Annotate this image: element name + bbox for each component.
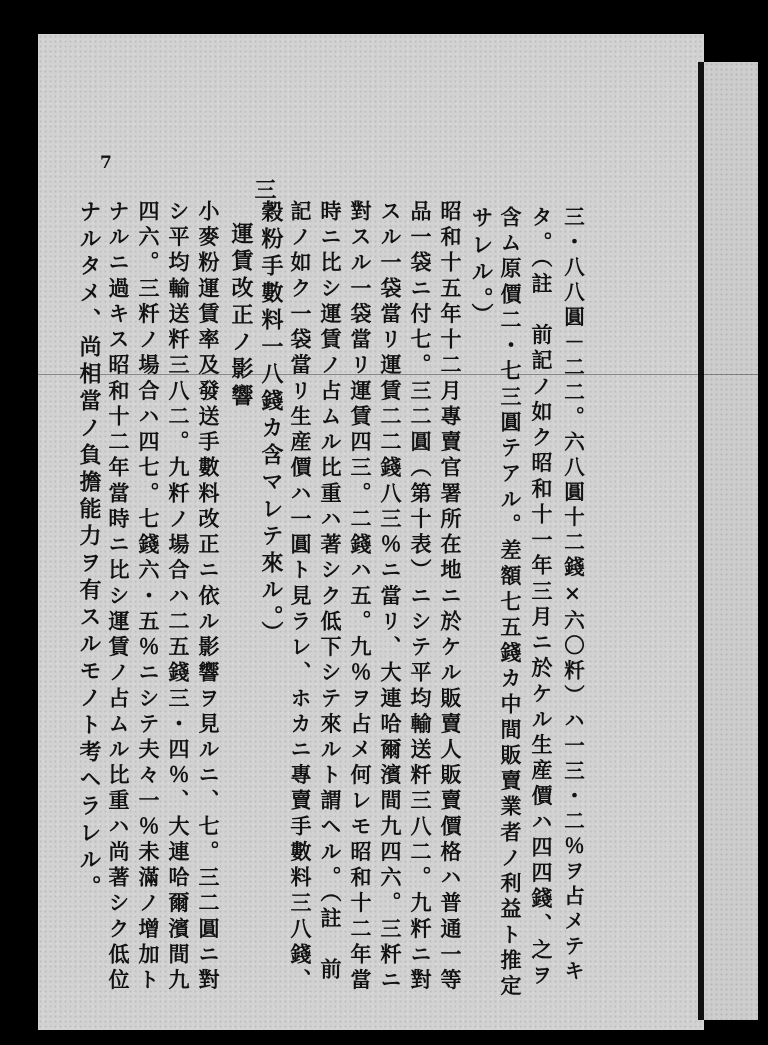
text-column-7: スル一袋當リ運賃二二錢八三％ニ當リ、大連哈爾濱間九四六。三粁ニ (378, 200, 403, 995)
section-heading: 運賃改正ノ影響 (228, 222, 254, 411)
text-column-2: タ。（註 前記ノ如ク昭和十一年三月ニ於ケル生産價ハ四四錢、之ヲ (529, 206, 554, 990)
text-column-11: 穀粉手數料一八錢カ含マレテ來ル。） (258, 200, 284, 648)
text-column-6: 品一袋ニ付七。三二圓（第十表）ニシテ平均輸送粁三八二。九粁ニ對 (408, 200, 433, 995)
text-column-4: サレル。） (468, 206, 494, 330)
text-column-1: 三・八八圓－二二。六八圓十二錢×六〇粁）ハ一三・二％ヲ占メテキ (560, 206, 585, 985)
section-marker: 三 (251, 178, 277, 205)
text-column-13: 小麥粉運賃率及發送手數料改正ニ依ル影響ヲ見ルニ、七。三二圓ニ對 (196, 200, 221, 995)
text-column-9: 時ニ比シ運賃ノ占ムル比重ハ著シク低下シテ來ルト謂ヘル。（註 前 (318, 200, 343, 984)
text-column-14: シ平均輸送粁三八二。九粁ノ場合ハ二五錢三・四％、大連哈爾濱間九 (166, 200, 191, 995)
adjacent-page (704, 62, 758, 1020)
text-column-16: ナルニ過キス昭和十二年當時ニ比シ運賃ノ占ムル比重ハ尚著シク低位 (106, 200, 131, 995)
text-column-17: ナルタメ、尚相當ノ負擔能力ヲ有スルモノト考ヘラレル。 (76, 200, 102, 902)
text-column-8: 對スル一袋當リ運賃四三。二錢ハ五。九％ヲ占メ何レモ昭和十二年當 (348, 200, 373, 995)
text-column-10: 記ノ如ク一袋當リ生産價ハ一圓ト見ラレ、ホカニ專賣手數料三八錢、 (288, 200, 313, 995)
text-column-5: 昭和十五年十二月專賣官署所在地ニ於ケル販賣人販賣價格ハ普通一等 (438, 200, 463, 995)
text-column-15: 四六。三粁ノ場合ハ四七。七錢六・五％ニシテ夫々一％未滿ノ增加ト (136, 200, 161, 995)
page-number: 7 (100, 153, 112, 173)
text-column-3: 含ム原價二・七三圓テアル。差額七五錢カ中間販賣業者ノ利益ト推定 (498, 206, 523, 1001)
